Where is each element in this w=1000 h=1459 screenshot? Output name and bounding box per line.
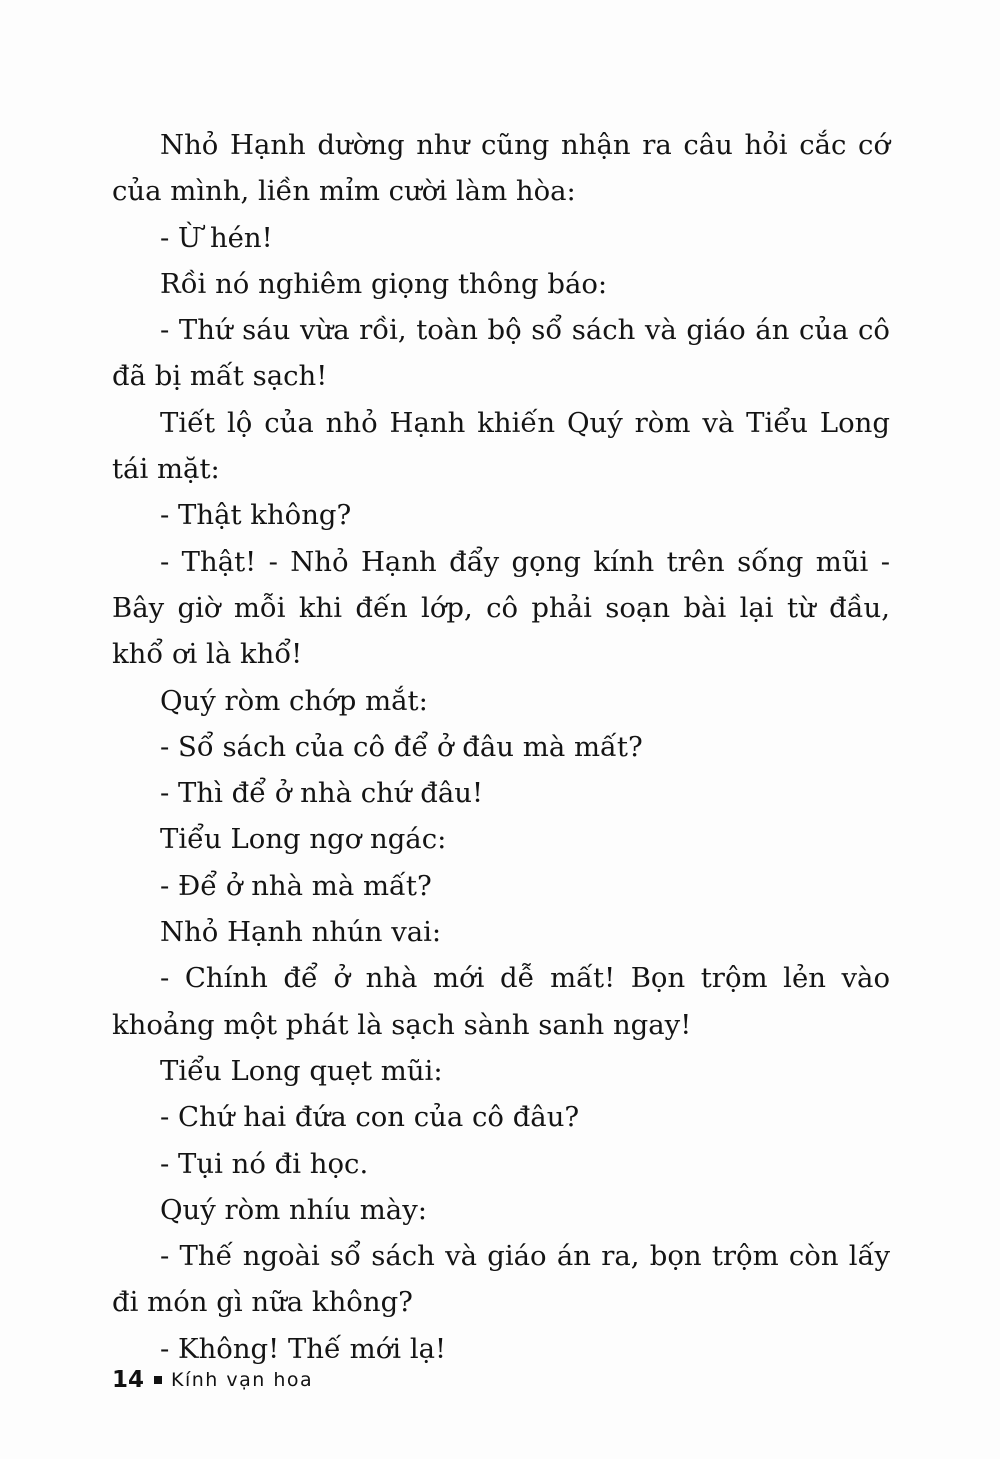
paragraph: - Thì để ở nhà chứ đâu!: [160, 777, 484, 810]
paragraph: - Thế ngoài sổ sách và giáo án ra, bọn trộm còn lấy đi món gì nữa không?: [112, 1240, 890, 1319]
page-footer: [112, 1365, 313, 1395]
paragraph: - Chính để ở nhà mới dễ mất! Bọn trộm lẻn vào khoảng một phát là sạch sành sanh ngay!: [112, 962, 890, 1041]
paragraph: Nhỏ Hạnh dường như cũng nhận ra câu hỏi cắc cớ của mình, liền mỉm cười làm hòa:: [112, 129, 890, 208]
paragraph: Rồi nó nghiêm giọng thông báo:: [160, 267, 608, 300]
paragraph: Quý ròm chớp mắt:: [160, 684, 428, 717]
paragraph: - Sổ sách của cô để ở đâu mà mất?: [160, 730, 643, 763]
paragraph: - Ừ hén!: [160, 221, 273, 254]
paragraph: - Thật không?: [160, 499, 352, 532]
paragraph: Tiểu Long quẹt mũi:: [160, 1054, 443, 1087]
paragraph: - Thứ sáu vừa rồi, toàn bộ sổ sách và giáo án của cô đã bị mất sạch!: [112, 314, 890, 393]
paragraph: - Để ở nhà mà mất?: [160, 869, 432, 902]
paragraph: Nhỏ Hạnh nhún vai:: [160, 916, 442, 949]
paragraph: Tiểu Long ngơ ngác:: [160, 823, 447, 856]
paragraph: - Không! Thế mới lạ!: [160, 1332, 447, 1365]
paragraph: - Thật! - Nhỏ Hạnh đẩy gọng kính trên sống mũi - Bây giờ mỗi khi đến lớp, cô phải soạn bài lại từ đầu, khổ ơi là khổ!: [112, 545, 890, 671]
paragraph: Quý ròm nhíu mày:: [160, 1193, 427, 1226]
paragraph: - Chứ hai đứa con của cô đâu?: [160, 1101, 580, 1134]
paragraph: - Tụi nó đi học.: [160, 1147, 369, 1180]
page-number: 14: [112, 1367, 145, 1393]
running-title: Kính vạn hoa: [171, 1369, 314, 1391]
body-text: [112, 122, 890, 1372]
paragraph: Tiết lộ của nhỏ Hạnh khiến Quý ròm và Tiểu Long tái mặt:: [112, 406, 890, 486]
square-bullet-icon: [154, 1376, 162, 1384]
